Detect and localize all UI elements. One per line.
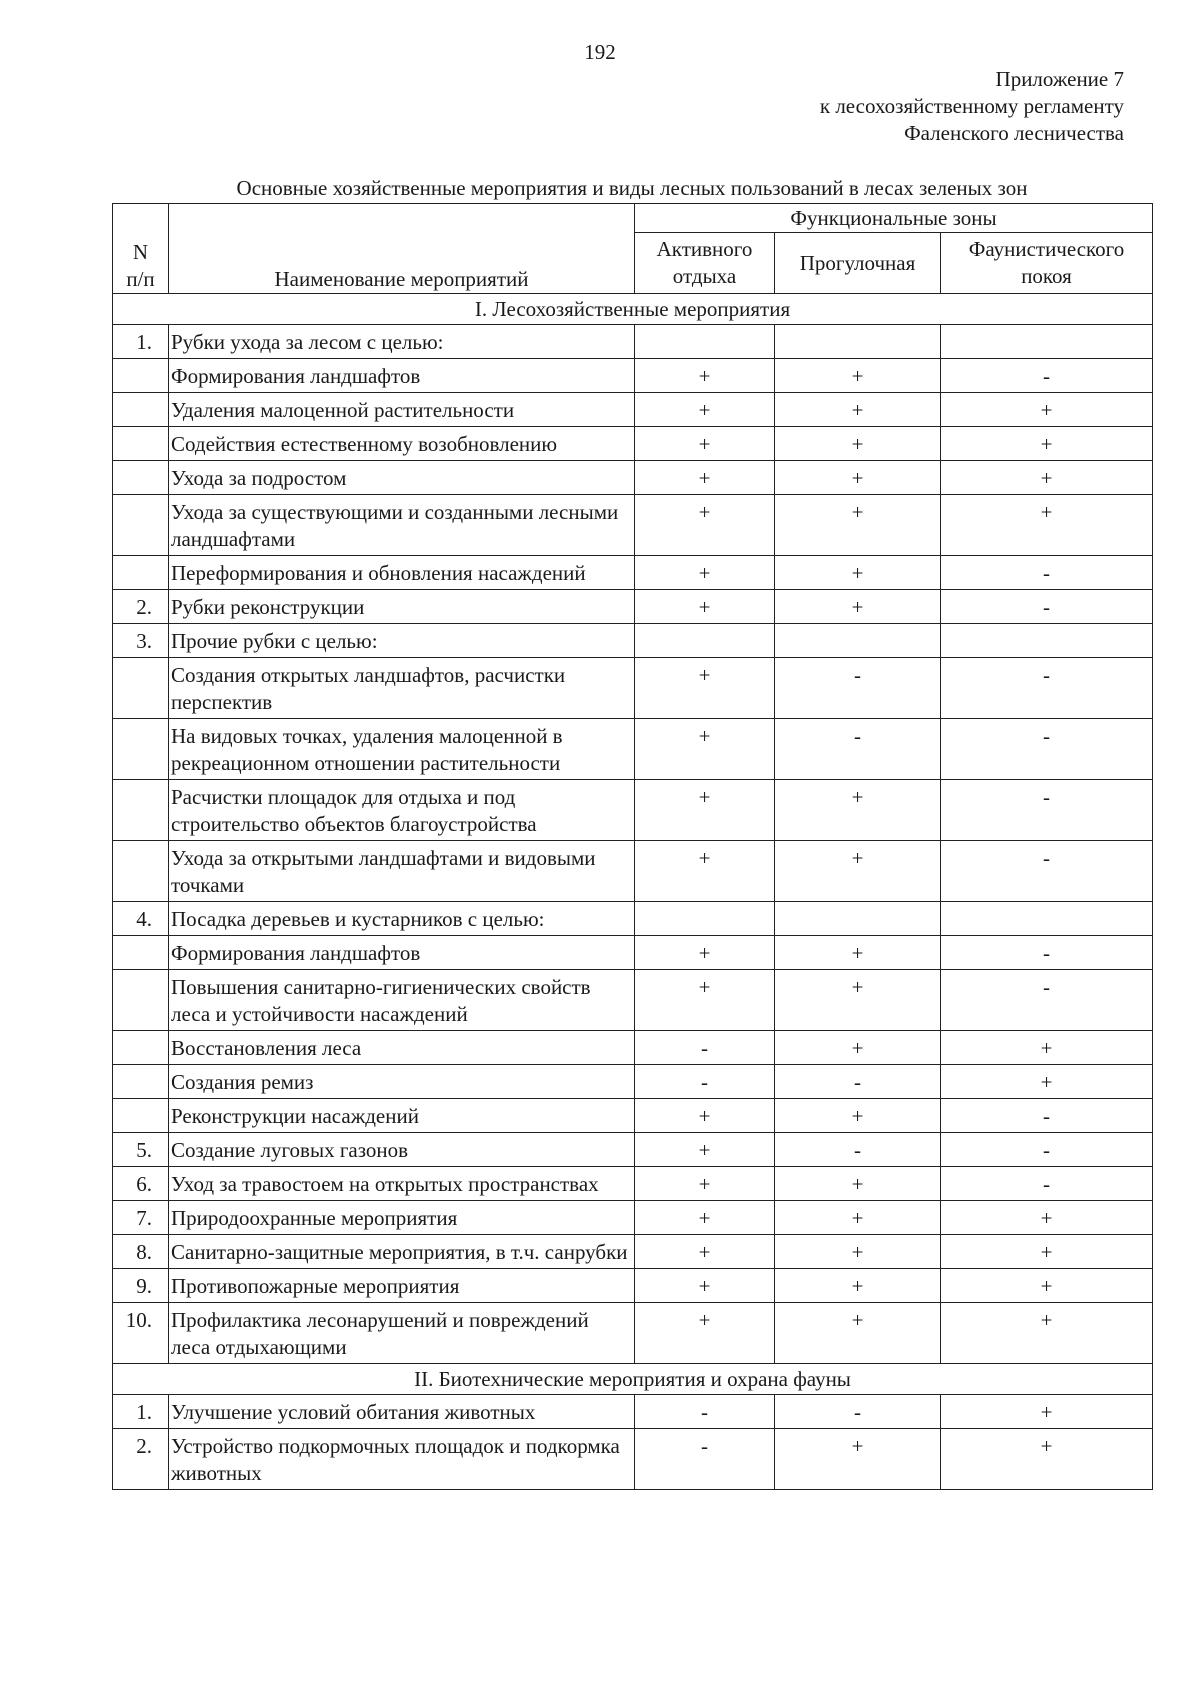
row-number: 7. — [113, 1201, 169, 1235]
table-row — [113, 970, 1153, 1031]
activity-name: Удаления малоценной растительности — [169, 393, 635, 427]
mark-fauna-zone: + — [941, 1303, 1153, 1364]
mark-walk-zone: - — [775, 1395, 941, 1429]
mark-walk-zone: + — [775, 1031, 941, 1065]
mark-walk-zone: + — [775, 393, 941, 427]
mark-walk-zone: + — [775, 1099, 941, 1133]
mark-active-zone: + — [635, 1303, 775, 1364]
mark-fauna-zone: - — [941, 556, 1153, 590]
mark-walk-zone: + — [775, 427, 941, 461]
header-functional-zones: Функциональные зоны — [635, 204, 1153, 233]
header-zone-fauna: Фаунистического покоя — [941, 233, 1153, 294]
mark-fauna-zone: + — [941, 1429, 1153, 1490]
mark-active-zone: + — [635, 658, 775, 719]
table-row — [113, 719, 1153, 780]
table-row — [113, 556, 1153, 590]
table-row — [113, 393, 1153, 427]
mark-fauna-zone: + — [941, 1235, 1153, 1269]
table-row — [113, 1395, 1153, 1429]
header-number-line-2: п/п — [126, 267, 155, 291]
activity-name: Прочие рубки с целью: — [169, 624, 635, 658]
section-row — [113, 294, 1153, 325]
mark-active-zone — [635, 325, 775, 359]
header-number — [113, 204, 169, 294]
mark-active-zone: + — [635, 936, 775, 970]
activity-name: Повышения санитарно-гигиенических свойств леса и устойчивости насаждений — [169, 970, 635, 1031]
row-number — [113, 1065, 169, 1099]
mark-fauna-zone: - — [941, 970, 1153, 1031]
mark-fauna-zone: + — [941, 393, 1153, 427]
row-number — [113, 556, 169, 590]
activity-name: Реконструкции насаждений — [169, 1099, 635, 1133]
mark-fauna-zone: - — [941, 841, 1153, 902]
mark-walk-zone — [775, 325, 941, 359]
mark-active-zone: + — [635, 841, 775, 902]
mark-walk-zone: - — [775, 658, 941, 719]
table-row — [113, 590, 1153, 624]
mark-active-zone: - — [635, 1395, 775, 1429]
mark-fauna-zone: - — [941, 658, 1153, 719]
row-number — [113, 936, 169, 970]
mark-active-zone: + — [635, 1269, 775, 1303]
activity-name: Посадка деревьев и кустарников с целью: — [169, 902, 635, 936]
row-number — [113, 461, 169, 495]
mark-fauna-zone: + — [941, 495, 1153, 556]
appendix-line-1: Приложение 7 — [995, 67, 1124, 91]
mark-walk-zone: + — [775, 461, 941, 495]
table-row — [113, 902, 1153, 936]
mark-walk-zone: + — [775, 590, 941, 624]
table-row — [113, 359, 1153, 393]
mark-fauna-zone: - — [941, 590, 1153, 624]
mark-walk-zone: + — [775, 841, 941, 902]
mark-active-zone: + — [635, 1201, 775, 1235]
row-number — [113, 359, 169, 393]
activity-name: Уход за травостоем на открытых пространствах — [169, 1167, 635, 1201]
section-title: II. Биотехнические мероприятия и охрана фауны — [113, 1364, 1153, 1395]
activity-name: Рубки ухода за лесом с целью: — [169, 325, 635, 359]
table-row — [113, 1031, 1153, 1065]
activity-name: Профилактика лесонарушений и повреждений леса отдыхающими — [169, 1303, 635, 1364]
activity-name: Улучшение условий обитания животных — [169, 1395, 635, 1429]
row-number: 2. — [113, 590, 169, 624]
mark-walk-zone: + — [775, 780, 941, 841]
mark-fauna-zone: + — [941, 1031, 1153, 1065]
table-row — [113, 1235, 1153, 1269]
mark-walk-zone: + — [775, 1303, 941, 1364]
mark-active-zone: + — [635, 495, 775, 556]
mark-walk-zone: + — [775, 1235, 941, 1269]
mark-walk-zone: - — [775, 719, 941, 780]
activity-name: Ухода за открытыми ландшафтами и видовыми точками — [169, 841, 635, 902]
activity-name: Создания открытых ландшафтов, расчистки перспектив — [169, 658, 635, 719]
mark-fauna-zone: + — [941, 427, 1153, 461]
mark-active-zone: + — [635, 590, 775, 624]
table-row — [113, 1065, 1153, 1099]
document-title: Основные хозяйственные мероприятия и виды лесных пользований в лесах зеленых зон — [236, 176, 1028, 200]
row-number: 2. — [113, 1429, 169, 1490]
mark-fauna-zone: - — [941, 359, 1153, 393]
row-number: 3. — [113, 624, 169, 658]
row-number — [113, 427, 169, 461]
mark-walk-zone — [775, 624, 941, 658]
row-number — [113, 1099, 169, 1133]
table-row — [113, 658, 1153, 719]
table-row — [113, 1269, 1153, 1303]
row-number — [113, 658, 169, 719]
activity-name: Содействия естественному возобновлению — [169, 427, 635, 461]
mark-fauna-zone: - — [941, 936, 1153, 970]
mark-active-zone: + — [635, 970, 775, 1031]
mark-active-zone — [635, 624, 775, 658]
activity-name: Ухода за существующими и созданными лесными ландшафтами — [169, 495, 635, 556]
section-title: I. Лесохозяйственные мероприятия — [113, 294, 1153, 325]
table-row — [113, 1099, 1153, 1133]
row-number — [113, 841, 169, 902]
row-number: 9. — [113, 1269, 169, 1303]
table-row — [113, 936, 1153, 970]
row-number — [113, 970, 169, 1031]
section-row — [113, 1364, 1153, 1395]
mark-active-zone: + — [635, 393, 775, 427]
activity-name: Формирования ландшафтов — [169, 359, 635, 393]
row-number — [113, 393, 169, 427]
table-row — [113, 1167, 1153, 1201]
row-number: 1. — [113, 325, 169, 359]
mark-fauna-zone: + — [941, 1269, 1153, 1303]
mark-fauna-zone: - — [941, 719, 1153, 780]
mark-fauna-zone — [941, 902, 1153, 936]
activities-table — [112, 203, 1153, 1490]
mark-active-zone: + — [635, 1235, 775, 1269]
activity-name: Создание луговых газонов — [169, 1133, 635, 1167]
row-number — [113, 719, 169, 780]
mark-fauna-zone: - — [941, 1099, 1153, 1133]
appendix-note — [820, 66, 1124, 147]
mark-fauna-zone: - — [941, 1167, 1153, 1201]
mark-walk-zone: + — [775, 359, 941, 393]
table-row — [113, 461, 1153, 495]
header-activity-name: Наименование мероприятий — [169, 204, 635, 294]
mark-active-zone: + — [635, 1167, 775, 1201]
mark-walk-zone: + — [775, 495, 941, 556]
activity-name: Рубки реконструкции — [169, 590, 635, 624]
header-number-line-1: N — [132, 240, 149, 264]
row-number: 4. — [113, 902, 169, 936]
mark-walk-zone: + — [775, 556, 941, 590]
mark-fauna-zone — [941, 624, 1153, 658]
row-number: 1. — [113, 1395, 169, 1429]
row-number — [113, 780, 169, 841]
mark-fauna-zone: + — [941, 1065, 1153, 1099]
mark-active-zone: + — [635, 780, 775, 841]
table-row — [113, 1429, 1153, 1490]
mark-walk-zone: + — [775, 1167, 941, 1201]
table-row — [113, 1133, 1153, 1167]
mark-walk-zone: + — [775, 1201, 941, 1235]
table-row — [113, 1303, 1153, 1364]
mark-active-zone — [635, 902, 775, 936]
activity-name: Устройство подкормочных площадок и подкормка животных — [169, 1429, 635, 1490]
mark-fauna-zone: - — [941, 780, 1153, 841]
activity-name: Противопожарные мероприятия — [169, 1269, 635, 1303]
table-row — [113, 624, 1153, 658]
mark-walk-zone: + — [775, 1269, 941, 1303]
header-zone-active: Активного отдыха — [635, 233, 775, 294]
mark-walk-zone — [775, 902, 941, 936]
table-row — [113, 1201, 1153, 1235]
appendix-line-3: Фаленского лесничества — [904, 121, 1124, 145]
mark-active-zone: + — [635, 719, 775, 780]
mark-active-zone: + — [635, 359, 775, 393]
mark-active-zone: - — [635, 1031, 775, 1065]
activity-name: Расчистки площадок для отдыха и под строительство объектов благоустройства — [169, 780, 635, 841]
mark-active-zone: + — [635, 556, 775, 590]
page-number: 192 — [584, 40, 616, 64]
table-row — [113, 427, 1153, 461]
mark-walk-zone: + — [775, 970, 941, 1031]
row-number: 5. — [113, 1133, 169, 1167]
mark-fauna-zone: - — [941, 1133, 1153, 1167]
row-number: 8. — [113, 1235, 169, 1269]
mark-active-zone: + — [635, 1133, 775, 1167]
table-row — [113, 780, 1153, 841]
mark-fauna-zone: + — [941, 1201, 1153, 1235]
mark-walk-zone: - — [775, 1065, 941, 1099]
row-number: 6. — [113, 1167, 169, 1201]
row-number — [113, 1031, 169, 1065]
row-number: 10. — [113, 1303, 169, 1364]
activity-name: На видовых точках, удаления малоценной в рекреационном отношении растительности — [169, 719, 635, 780]
mark-walk-zone: - — [775, 1133, 941, 1167]
mark-fauna-zone: + — [941, 1395, 1153, 1429]
activity-name: Санитарно-защитные мероприятия, в т.ч. санрубки — [169, 1235, 635, 1269]
activity-name: Переформирования и обновления насаждений — [169, 556, 635, 590]
table-row — [113, 841, 1153, 902]
table-row — [113, 495, 1153, 556]
mark-walk-zone: + — [775, 936, 941, 970]
mark-fauna-zone — [941, 325, 1153, 359]
mark-fauna-zone: + — [941, 461, 1153, 495]
row-number — [113, 495, 169, 556]
activity-name: Создания ремиз — [169, 1065, 635, 1099]
mark-active-zone: + — [635, 461, 775, 495]
table-row — [113, 325, 1153, 359]
mark-active-zone: + — [635, 1099, 775, 1133]
mark-active-zone: - — [635, 1429, 775, 1490]
activity-name: Формирования ландшафтов — [169, 936, 635, 970]
table-body — [113, 294, 1153, 1490]
activity-name: Восстановления леса — [169, 1031, 635, 1065]
mark-active-zone: + — [635, 427, 775, 461]
header-zone-walk: Прогулочная — [775, 233, 941, 294]
activity-name: Ухода за подростом — [169, 461, 635, 495]
mark-walk-zone: + — [775, 1429, 941, 1490]
activity-name: Природоохранные мероприятия — [169, 1201, 635, 1235]
appendix-line-2: к лесохозяйственному регламенту — [819, 94, 1124, 118]
mark-active-zone: - — [635, 1065, 775, 1099]
